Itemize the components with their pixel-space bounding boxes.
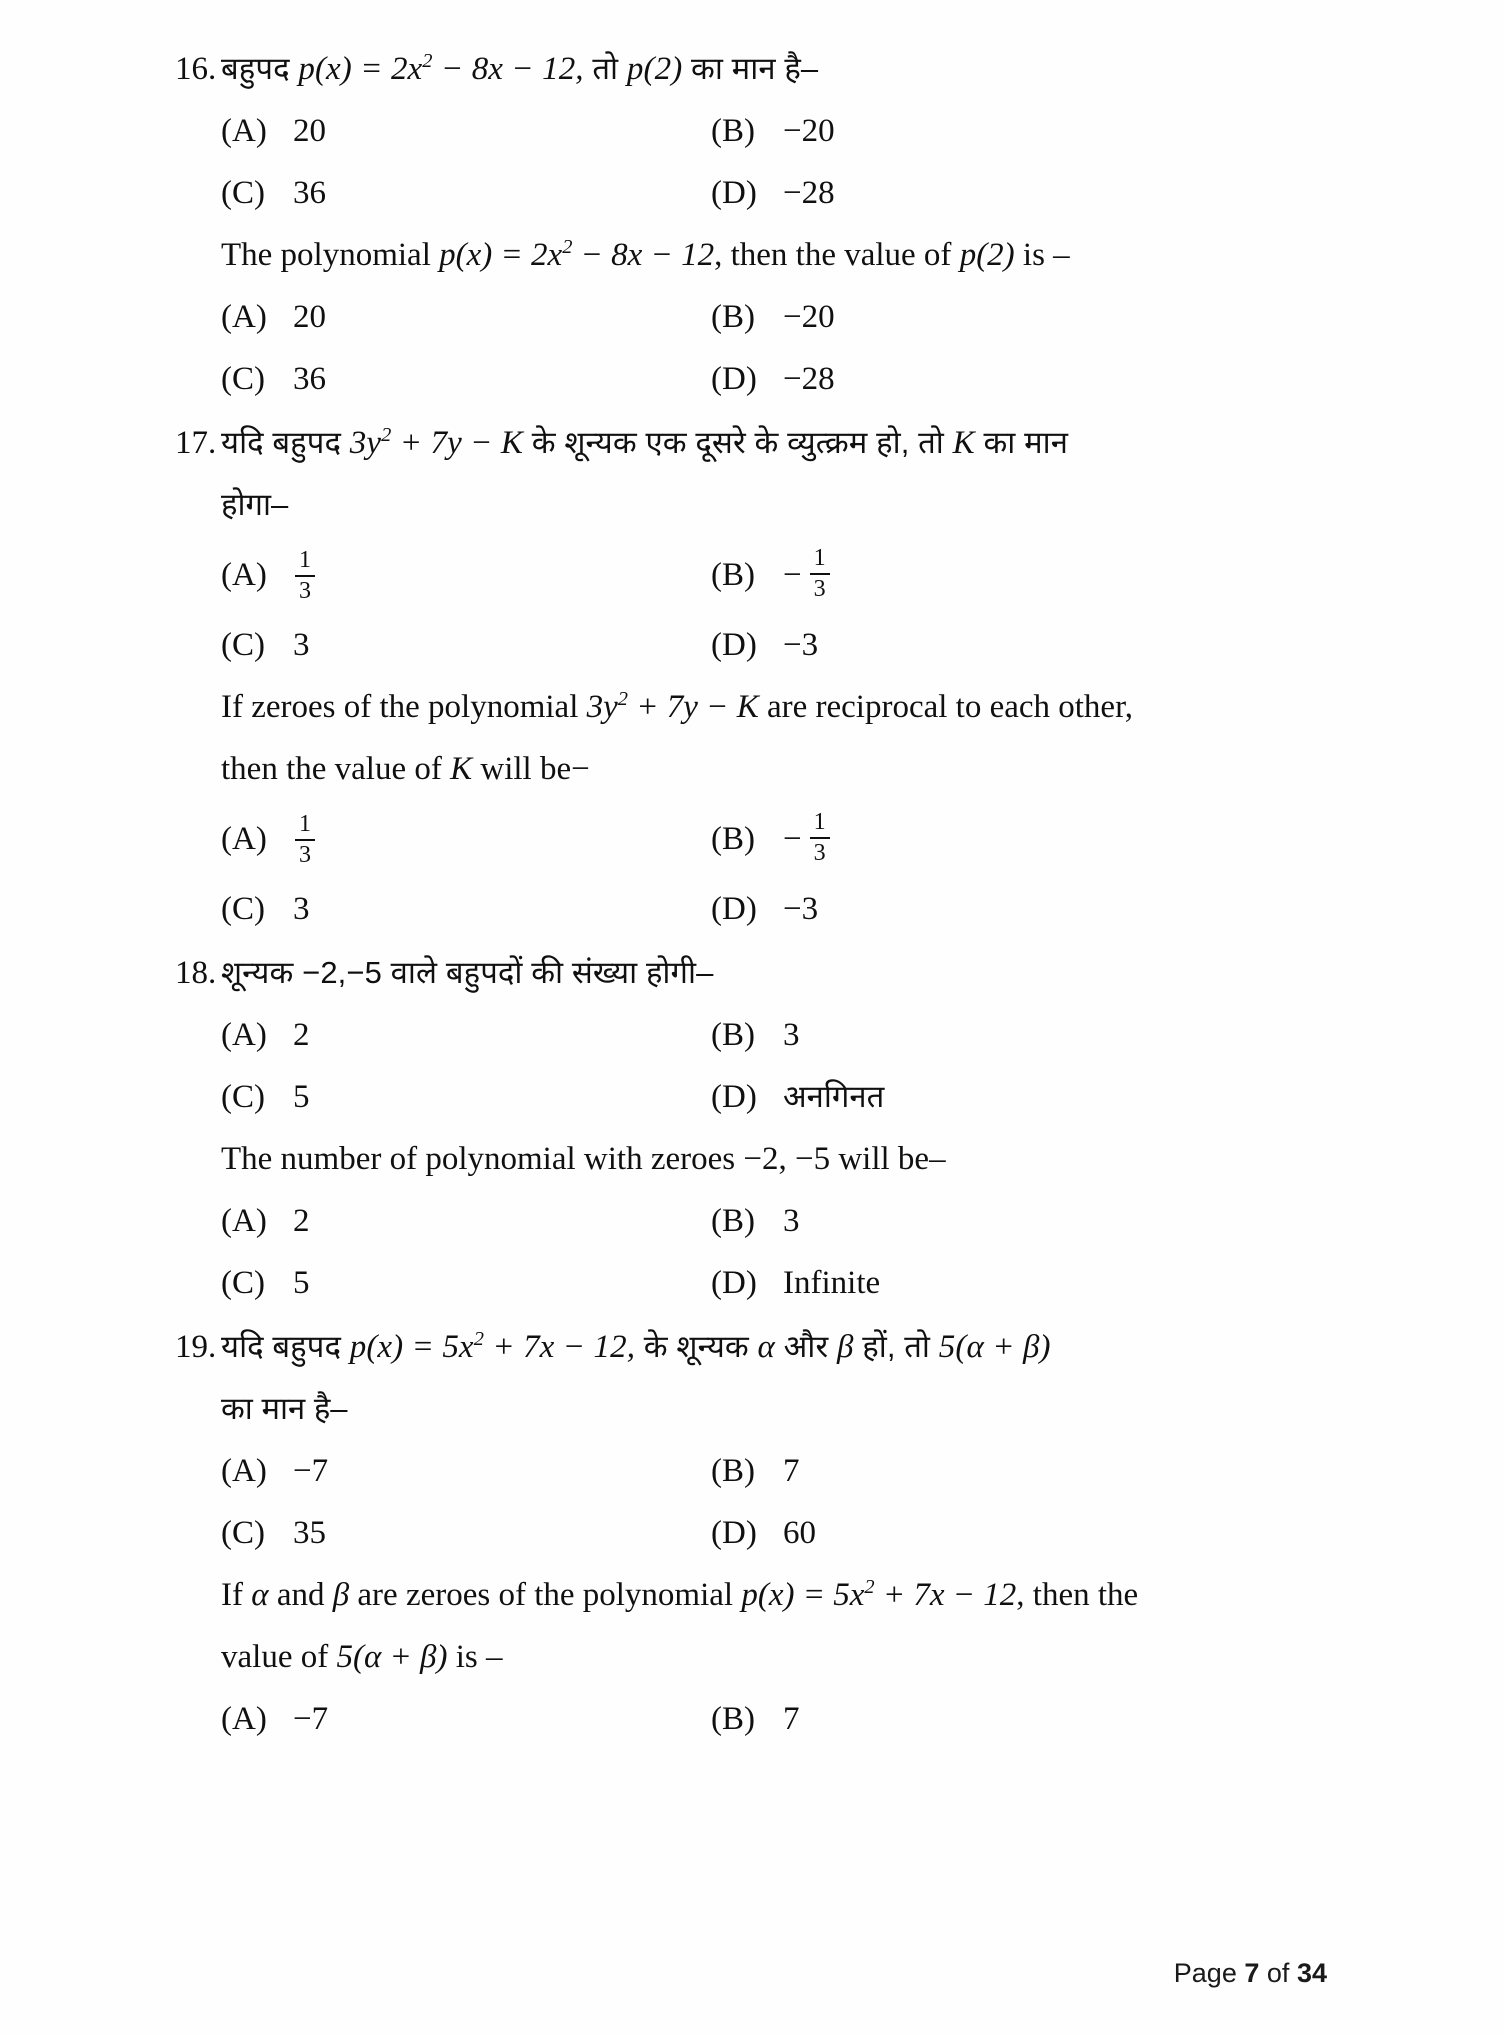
option-c-value: 5 <box>293 1265 310 1301</box>
question-17-math-2: + 7y − K <box>391 425 524 461</box>
page-content <box>175 38 1290 1752</box>
question-16-en-sup-1: 2 <box>562 236 573 258</box>
question-16-hindi-stem <box>175 38 1290 100</box>
question-16-english-stem <box>175 224 1290 286</box>
question-19-en-line2-part-1: value of <box>221 1639 337 1675</box>
question-17-en-math-2: + 7y − K <box>628 689 759 725</box>
option-d-value: −3 <box>783 627 819 663</box>
question-16-hindi-options-row-2 <box>175 162 1290 224</box>
option-c-value: 3 <box>293 627 310 663</box>
fraction-numerator: 1 <box>813 544 826 571</box>
option-c-label: (C) <box>221 175 265 211</box>
option-b[interactable] <box>711 100 1111 162</box>
option-b-value <box>783 800 1111 878</box>
option-c-value: 36 <box>293 175 326 211</box>
option-b[interactable] <box>711 800 1111 878</box>
option-c-value: 35 <box>293 1515 326 1551</box>
question-block-19 <box>175 1316 1290 1750</box>
option-d-label: (D) <box>711 361 757 397</box>
question-18-english-options-row-2 <box>175 1252 1290 1314</box>
option-a-value: 2 <box>293 1203 310 1239</box>
option-b[interactable] <box>711 1688 1111 1750</box>
question-19-en-math-3: p(x) = 5x <box>741 1577 865 1613</box>
option-c[interactable] <box>221 878 711 940</box>
option-a[interactable] <box>221 1440 711 1502</box>
question-19-hindi-mid: के शून्यक <box>635 1329 758 1364</box>
question-17-sup-1: 2 <box>381 424 392 446</box>
question-16-en-part-1: The polynomial <box>221 237 440 273</box>
fraction-one-third <box>295 548 315 604</box>
question-18-hindi-options-row-2 <box>175 1066 1290 1128</box>
footer-of-label: of <box>1266 1958 1290 1988</box>
question-17-english-options-row-1 <box>175 800 1290 878</box>
fraction-bar <box>810 837 830 839</box>
option-b-label: (B) <box>711 821 755 857</box>
question-16-hindi-prefix: बहुपद <box>221 51 299 86</box>
option-b-label: (B) <box>711 1017 755 1053</box>
option-b-value: −20 <box>783 299 835 335</box>
question-19-math-5: 5(α + β) <box>938 1329 1051 1365</box>
question-19-hindi-options-row-2 <box>175 1502 1290 1564</box>
fraction-denominator: 3 <box>813 840 826 866</box>
question-19-en-sup-3: 2 <box>864 1576 875 1598</box>
option-b-value: 7 <box>783 1453 800 1489</box>
question-17-hindi-stem-line2: होगा– <box>221 487 289 522</box>
option-b-value: 3 <box>783 1203 800 1239</box>
option-d[interactable] <box>711 348 1111 410</box>
question-16-en-math-1: p(x) = 2x <box>439 237 563 273</box>
question-19-english-options-row-1 <box>175 1688 1290 1750</box>
question-17-hindi-suffix: का मान <box>974 425 1069 460</box>
option-a-label: (A) <box>221 299 267 335</box>
option-c[interactable] <box>221 614 711 676</box>
option-c[interactable] <box>221 348 711 410</box>
option-c[interactable] <box>221 1252 711 1314</box>
fraction-bar <box>295 839 315 841</box>
question-17-en-math-1: 3y <box>586 689 618 725</box>
option-a-label: (A) <box>221 1203 267 1239</box>
question-19-en-line2-part-2: is – <box>447 1639 503 1675</box>
question-19-english-stem-line2 <box>175 1626 1290 1688</box>
question-17-english-stem-line2 <box>175 738 1290 800</box>
question-16-en-part-3: is – <box>1014 237 1070 273</box>
question-17-english-stem-line1 <box>175 676 1290 738</box>
question-19-en-part-3: are zeroes of the polynomial <box>349 1577 742 1613</box>
option-d-label: (D) <box>711 1515 757 1551</box>
question-16-sup-1: 2 <box>422 50 433 72</box>
option-b-value: 3 <box>783 1017 800 1053</box>
question-19-hindi-stem-line2: का मान है– <box>221 1391 348 1426</box>
option-a-value: 2 <box>293 1017 310 1053</box>
question-17-en-part-1: If zeroes of the polynomial <box>221 689 587 725</box>
option-a[interactable] <box>221 286 711 348</box>
option-d-value: अनगिनत <box>783 1079 885 1114</box>
question-17-english-options-row-2 <box>175 878 1290 940</box>
question-17-en-line2-part-1: then the value of <box>221 751 451 787</box>
option-d[interactable] <box>711 614 1111 676</box>
question-19-hindi-prefix: यदि बहुपद <box>221 1329 350 1364</box>
option-c-value: 5 <box>293 1079 310 1115</box>
question-19-en-math-1: α <box>251 1577 269 1613</box>
question-16-hindi-options-row-1 <box>175 100 1290 162</box>
option-a-value <box>293 800 711 878</box>
question-17-hindi-prefix: यदि बहुपद <box>221 425 350 460</box>
option-d-value: 60 <box>783 1515 816 1551</box>
option-b-value <box>783 536 1111 614</box>
question-18-hindi-options-row-1 <box>175 1004 1290 1066</box>
option-a-label: (A) <box>221 1017 267 1053</box>
question-16-en-part-2: , then the value of <box>714 237 960 273</box>
option-c-label: (C) <box>221 891 265 927</box>
question-17-en-line2-part-2: will be− <box>472 751 590 787</box>
option-d[interactable] <box>711 162 1111 224</box>
question-17-en-part-2: are reciprocal to each other, <box>758 689 1133 725</box>
option-c-label: (C) <box>221 1265 265 1301</box>
question-18-hindi-stem <box>175 942 1290 1004</box>
fraction-numerator: 1 <box>299 811 311 838</box>
option-c-label: (C) <box>221 627 265 663</box>
minus-sign: − <box>783 821 802 857</box>
fraction-numerator: 1 <box>813 808 826 835</box>
fraction-bar <box>295 575 315 577</box>
option-b[interactable] <box>711 1004 1111 1066</box>
option-b-label: (B) <box>711 1203 755 1239</box>
question-17-en-sup-1: 2 <box>617 688 629 710</box>
minus-sign: − <box>783 557 802 593</box>
option-c-value: 36 <box>293 361 326 397</box>
option-a-value <box>293 536 711 614</box>
option-b[interactable] <box>711 1190 1111 1252</box>
option-b-value: −20 <box>783 113 835 149</box>
option-d-label: (D) <box>711 627 757 663</box>
option-c-label: (C) <box>221 361 265 397</box>
option-d-value: −28 <box>783 175 835 211</box>
option-b[interactable] <box>711 1440 1111 1502</box>
question-16-hindi-suffix: का मान है– <box>682 51 819 86</box>
question-18-hindi-text: शून्यक −2,−5 वाले बहुपदों की संख्या होगी– <box>221 955 714 990</box>
option-d[interactable] <box>711 878 1111 940</box>
page-footer <box>1174 1958 1327 1989</box>
question-17-hindi-stem <box>175 412 1290 474</box>
question-19-math-4: β <box>836 1329 854 1365</box>
option-d-label: (D) <box>711 891 757 927</box>
question-19-en-part-2: and <box>268 1577 333 1613</box>
question-16-en-math-2: − 8x − 12 <box>572 237 715 273</box>
fraction-one-third <box>295 812 315 868</box>
footer-current-page: 7 <box>1244 1958 1260 1988</box>
option-a[interactable] <box>221 100 711 162</box>
option-c[interactable] <box>221 1066 711 1128</box>
option-a-label: (A) <box>221 1453 267 1489</box>
question-16-en-math-3: p(2) <box>959 237 1015 273</box>
option-d-value: Infinite <box>783 1265 881 1301</box>
footer-page-prefix: Page <box>1173 1958 1237 1988</box>
option-c-label: (C) <box>221 1515 265 1551</box>
option-b-label: (B) <box>711 1453 755 1489</box>
option-c[interactable] <box>221 162 711 224</box>
fraction-numerator: 1 <box>299 547 311 574</box>
question-block-17 <box>175 412 1290 940</box>
question-19-hindi-options-row-1 <box>175 1440 1290 1502</box>
question-17-math-1: 3y <box>349 425 382 461</box>
fraction-denominator: 3 <box>299 578 311 605</box>
option-a-value: 20 <box>293 299 326 335</box>
question-18-number: 18. <box>175 955 217 991</box>
question-19-hindi-mid-2: और <box>774 1329 837 1364</box>
question-17-hindi-options-row-2 <box>175 614 1290 676</box>
option-a[interactable] <box>221 1190 711 1252</box>
question-19-number: 19. <box>175 1329 217 1365</box>
question-17-hindi-mid: के शून्यक एक दूसरे के व्युत्क्रम हो, तो <box>523 425 953 460</box>
question-17-hindi-options-row-1 <box>175 536 1290 614</box>
question-17-en-line2-math: K <box>450 751 473 787</box>
question-18-english-stem: The number of polynomial with zeroes −2, −5 will be– <box>221 1141 946 1177</box>
question-19-en-part-1: If <box>221 1577 252 1613</box>
fraction-one-third <box>810 810 830 866</box>
question-19-math-1: p(x) = 5x <box>349 1329 474 1365</box>
question-19-en-math-2: β <box>332 1577 350 1613</box>
option-a-value: −7 <box>293 1453 329 1489</box>
option-b[interactable] <box>711 286 1111 348</box>
option-b-label: (B) <box>711 557 755 593</box>
option-d[interactable] <box>711 1066 1111 1128</box>
option-a-value: 20 <box>293 113 326 149</box>
option-a-value: −7 <box>293 1701 329 1737</box>
option-b-value: 7 <box>783 1701 800 1737</box>
question-16-math-2: − 8x − 12, <box>432 51 584 87</box>
question-16-hindi-mid: तो <box>583 51 627 86</box>
option-b[interactable] <box>711 536 1111 614</box>
option-a[interactable] <box>221 800 711 878</box>
fraction-denominator: 3 <box>813 576 826 602</box>
question-16-english-options-row-2 <box>175 348 1290 410</box>
question-block-16 <box>175 38 1290 410</box>
option-a[interactable] <box>221 536 711 614</box>
question-18-english-options-row-1 <box>175 1190 1290 1252</box>
question-16-english-options-row-1 <box>175 286 1290 348</box>
question-16-math-3: p(2) <box>626 51 683 87</box>
option-d-label: (D) <box>711 1079 757 1115</box>
option-c-value: 3 <box>293 891 310 927</box>
fraction-denominator: 3 <box>299 842 311 869</box>
option-a-label: (A) <box>221 557 267 593</box>
question-19-hindi-stem <box>175 1316 1290 1378</box>
question-16-number: 16. <box>175 51 217 87</box>
option-d-label: (D) <box>711 175 757 211</box>
question-17-math-3: K <box>952 425 975 461</box>
option-b-label: (B) <box>711 299 755 335</box>
option-a-label: (A) <box>221 821 267 857</box>
question-19-en-part-4: , then the <box>1016 1577 1139 1613</box>
question-19-math-2: + 7x − 12, <box>484 1329 636 1365</box>
question-19-en-line2-math: 5(α + β) <box>336 1639 448 1675</box>
option-d[interactable] <box>711 1502 1111 1564</box>
question-19-sup-1: 2 <box>473 1328 485 1350</box>
question-17-number: 17. <box>175 425 217 461</box>
option-d[interactable] <box>711 1252 1111 1314</box>
option-b-label: (B) <box>711 1701 755 1737</box>
question-16-math-1: p(x) = 2x <box>298 51 423 87</box>
option-a-label: (A) <box>221 113 267 149</box>
footer-total-pages: 34 <box>1296 1958 1327 1988</box>
option-a-label: (A) <box>221 1701 267 1737</box>
fraction-one-third <box>810 546 830 602</box>
option-d-label: (D) <box>711 1265 757 1301</box>
question-19-en-math-4: + 7x − 12 <box>874 1577 1017 1613</box>
option-d-value: −3 <box>783 891 819 927</box>
option-a[interactable] <box>221 1004 711 1066</box>
option-c[interactable] <box>221 1502 711 1564</box>
option-c-label: (C) <box>221 1079 265 1115</box>
option-a[interactable] <box>221 1688 711 1750</box>
question-19-english-stem-line1 <box>175 1564 1290 1626</box>
option-b-label: (B) <box>711 113 755 149</box>
fraction-bar <box>810 573 830 575</box>
question-19-hindi-mid-3: हों, तो <box>853 1329 939 1364</box>
question-block-18 <box>175 942 1290 1314</box>
question-19-math-3: α <box>757 1329 775 1365</box>
option-d-value: −28 <box>783 361 835 397</box>
